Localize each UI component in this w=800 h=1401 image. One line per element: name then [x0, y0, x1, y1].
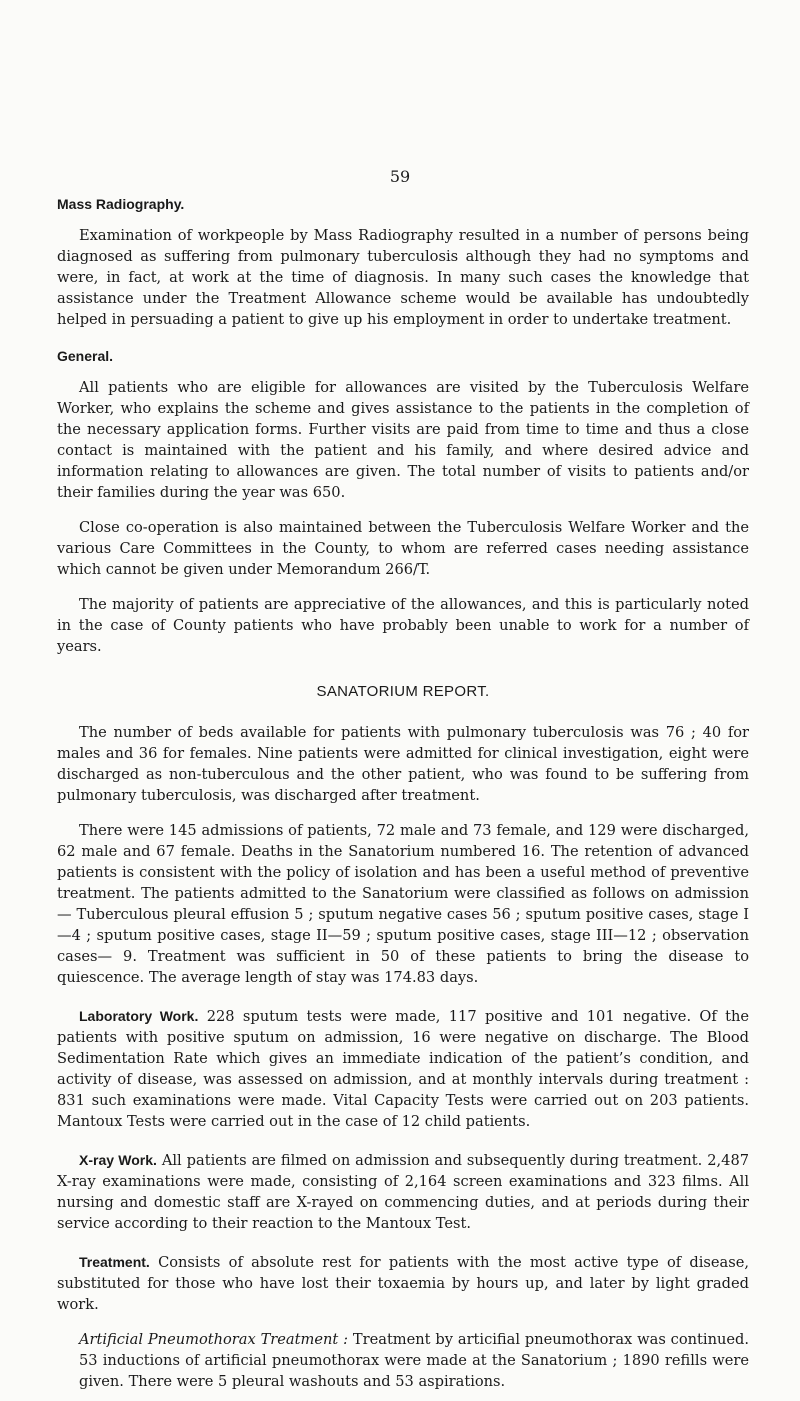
sanatorium-report-section [57, 683, 749, 1392]
treatment-label: Treatment. [79, 1254, 150, 1270]
page-number: 59 [389, 167, 411, 186]
mass-radiography-paragraph: Examination of workpeople by Mass Radiography resulted in a number of persons being diagnosed as suffering from pulmonary tuberculosis although they had no symptoms and were, in fact, at work at the time of diagnosis. In many such cases the knowledge that assistance under the Treatment Allowance scheme would be available has undoubtedly helped in persuading a patient to give up his employment in order to undertake treatment. [57, 227, 749, 328]
general-heading: General. [57, 348, 114, 364]
xray-work-text: All patients are filmed on admission and subsequently during treatment. 2,487 X-ray examinations were made, consisting of 2,164 screen examinations and 323 films. All nursing and domestic staff are X-rayed on commencing duties, and at periods during their service according to their reaction to the Mantoux Test. [57, 1152, 750, 1232]
artificial-pneumothorax-paragraph [79, 1329, 749, 1392]
sanatorium-report-title: SANATORIUM REPORT. [316, 683, 490, 700]
treatment-paragraph [57, 1252, 749, 1315]
xray-work-label: X-ray Work. [79, 1152, 157, 1168]
treatment-text: Consists of absolute rest for patients with the most active type of disease, substituted for those who have lost their toxaemia by hours up, and later by light graded work. [57, 1254, 749, 1313]
laboratory-work-text: 228 sputum tests were made, 117 positive and 101 negative. Of the patients with positive sputum on admission, 16 were negative on discharge. The Blood Sedimentation Rate which gives an immediate indication of the patient’s condition, and activity of disease, was assessed on admission, and at monthly intervals during treatment : 831 such examinations were made. Vital Capacity Tests were carried out on 203 patients. Mantoux Tests were carried out in the case of 12 child patients. [57, 1008, 750, 1130]
laboratory-work-paragraph [57, 1006, 749, 1132]
mass-radiography-section [57, 196, 749, 330]
sanatorium-paragraph-admissions: There were 145 admissions of patients, 72 male and 73 female, and 129 were discharged, 62 male and 67 female. Deaths in the Sanatorium numbered 16. The retention of advanced patients is consistent with the policy of isolation and has been a useful method of preventive treatment. The patients admitted to the Sanatorium were classified as follows on admission— Tuberculous pleural effusion 5 ; sputum negative cases 56 ; sputum positive cases, stage I—4 ; sputum positive cases, stage II—59 ; sputum positive cases, stage III—12 ; observation cases— 9. Treatment was sufficient in 50 of these patients to bring the disease to quiescence. The average length of stay was 174.83 days. [57, 822, 749, 986]
laboratory-work-label: Laboratory Work. [79, 1008, 199, 1024]
general-section [57, 348, 749, 657]
general-paragraph-2: Close co-operation is also maintained between the Tuberculosis Welfare Worker and the various Care Committees in the County, to whom are referred cases needing assistance which cannot be given under Memorandum 266/T. [57, 519, 749, 578]
mass-radiography-heading: Mass Radiography. [57, 196, 185, 212]
sanatorium-paragraph-beds: The number of beds available for patients with pulmonary tuberculosis was 76 ; 40 for males and 36 for females. Nine patients were admitted for clinical investigation, eight were discharged as non-tuberculous and the other patient, who was found to be suffering from pulmonary tuberculosis, was discharged after treatment. [57, 724, 749, 804]
general-paragraph-3: The majority of patients are appreciative of the allowances, and this is particularly noted in the case of County patients who have probably been unable to work for a number of years. [57, 596, 749, 655]
xray-work-paragraph [57, 1150, 749, 1234]
artificial-pneumothorax-label: Artificial Pneumothorax Treatment : [79, 1331, 349, 1348]
general-paragraph-1: All patients who are eligible for allowances are visited by the Tuberculosis Welfare Worker, who explains the scheme and gives assistance to the patients in the completion of the necessary application forms. Further visits are paid from time to time and thus a close contact is maintained with the patient and his family, and where desired advice and information relating to allowances are given. The total number of visits to patients and/or their families during the year was 650. [57, 379, 749, 501]
document-body [57, 196, 749, 1392]
artificial-pneumothorax-text: Treatment by articifial pneumothorax was continued. 53 inductions of artificial pneumothorax were made at the Sanatorium ; 1890 refills were given. There were 5 pleural washouts and 53 aspirations. [79, 1331, 749, 1390]
